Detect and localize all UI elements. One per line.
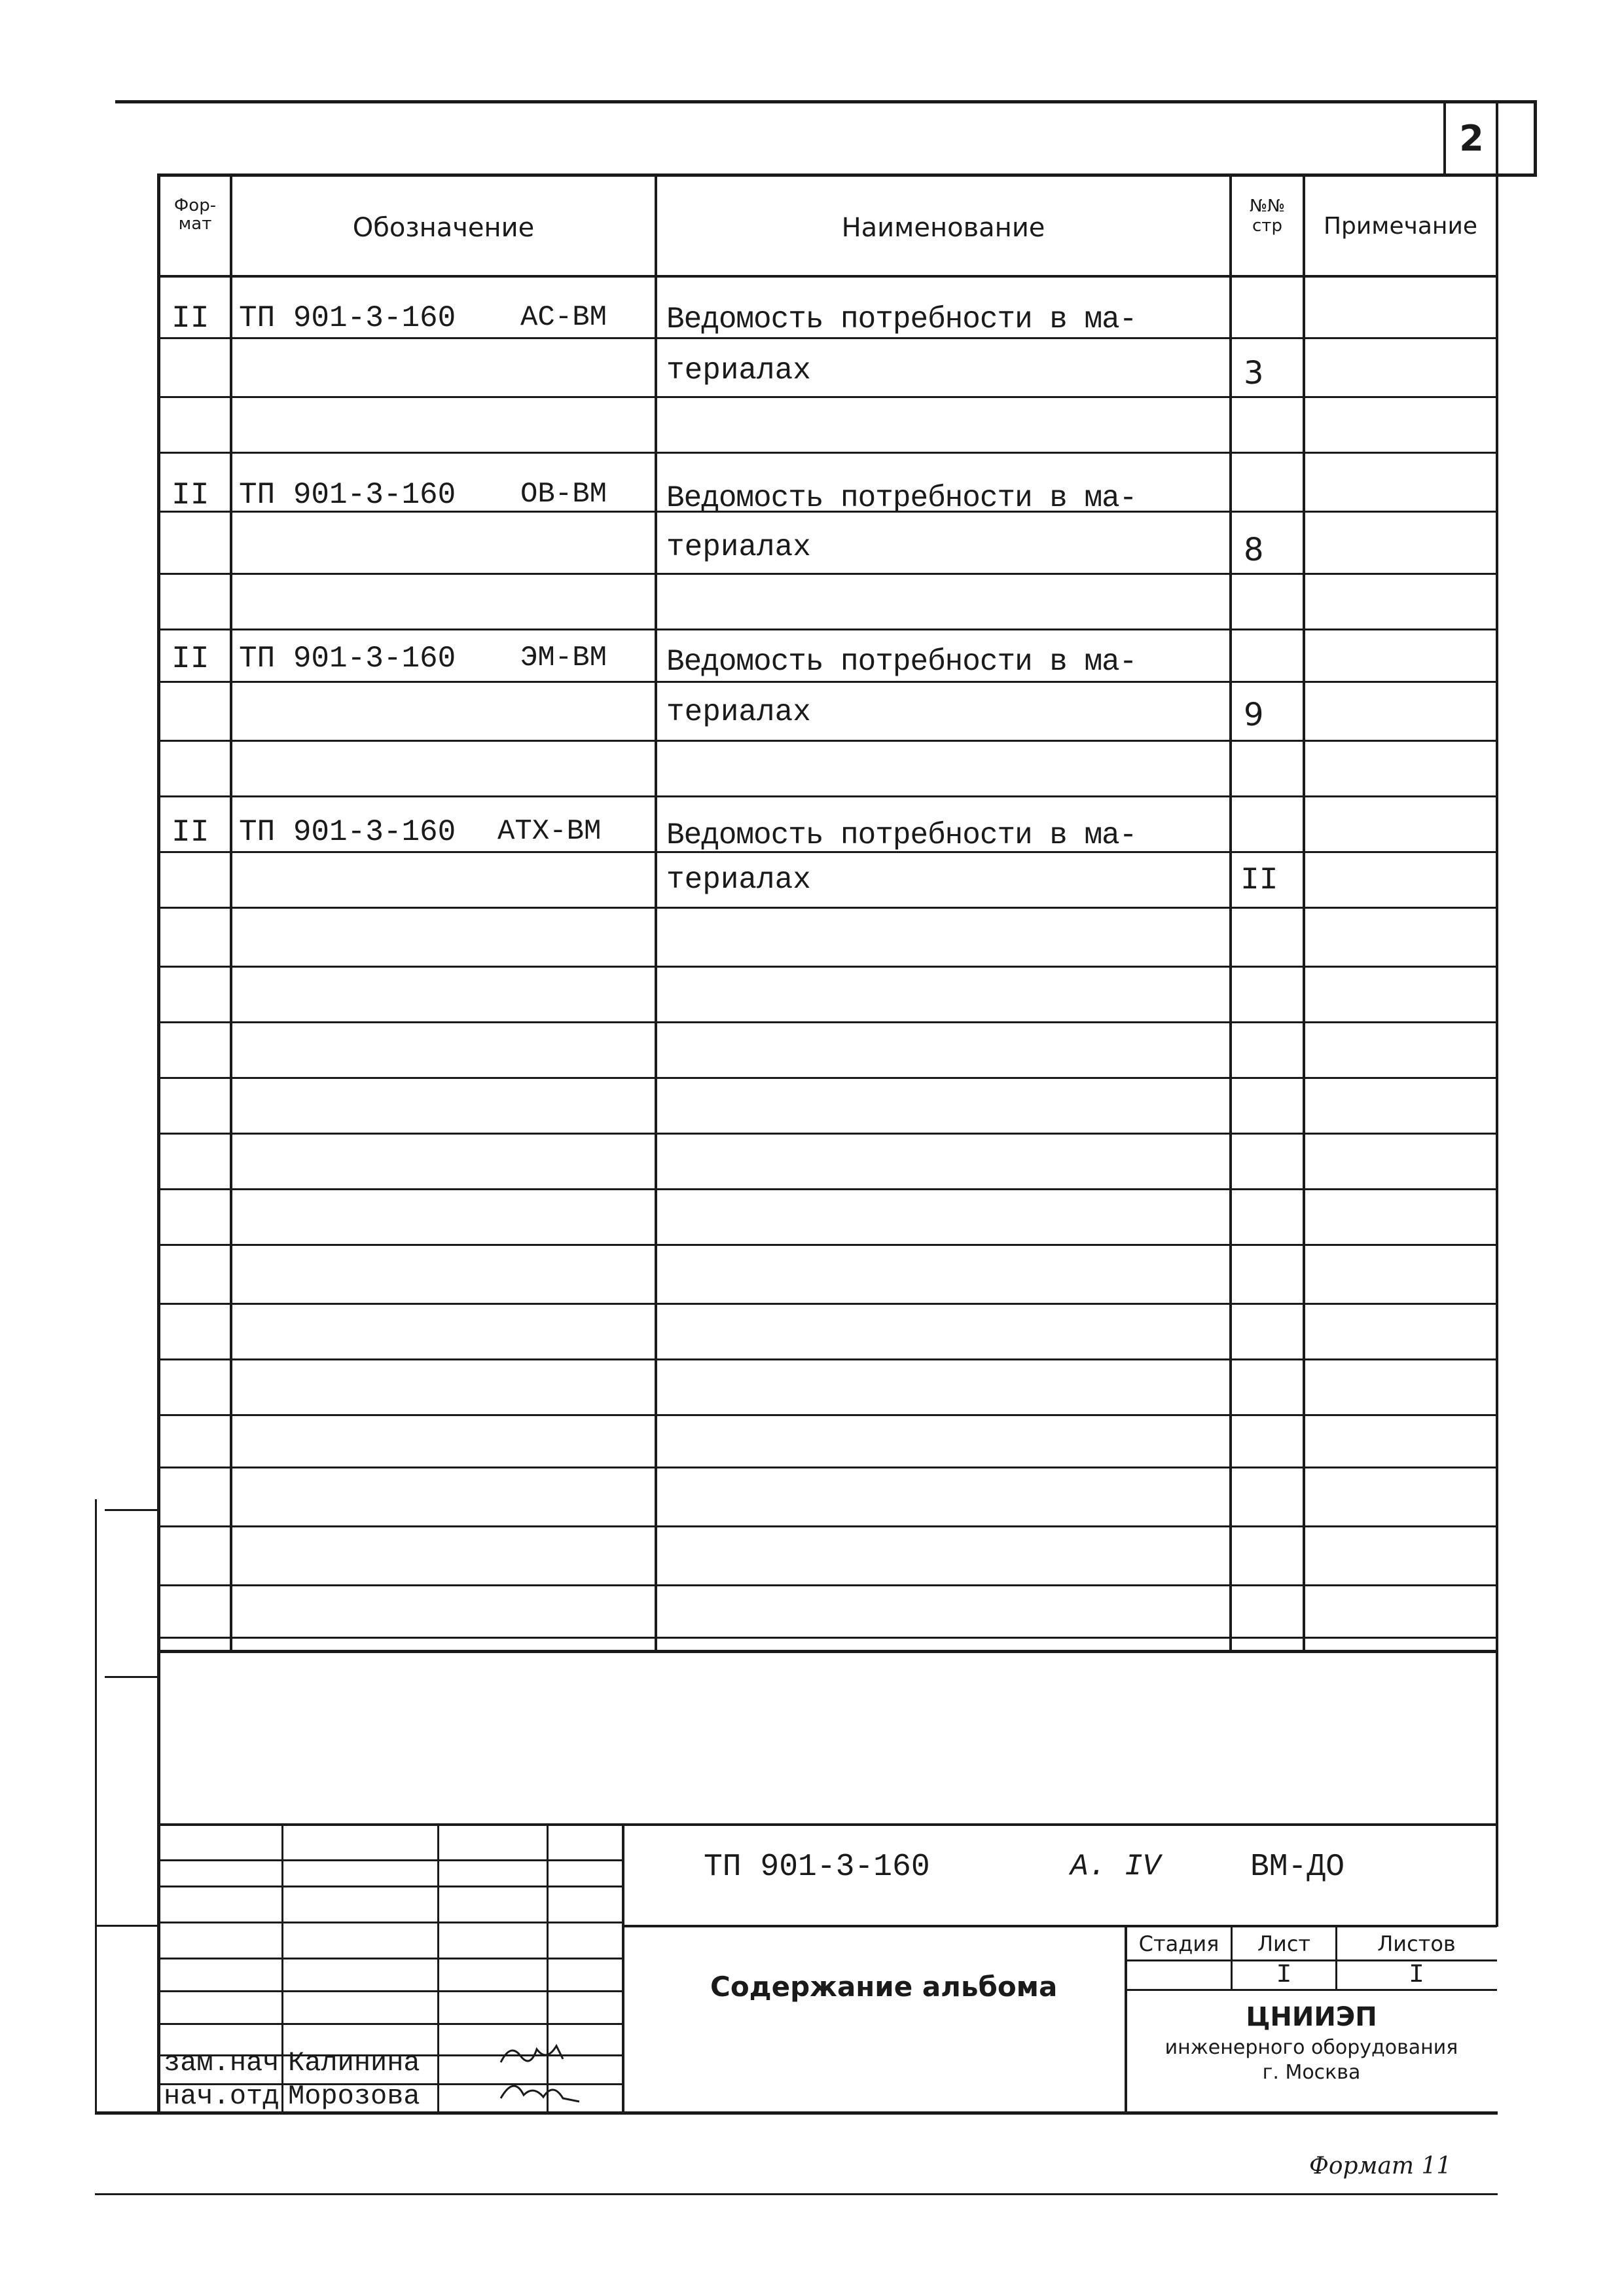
col-divider bbox=[1229, 173, 1232, 1650]
row-code: ТП 901-3-160 bbox=[239, 642, 456, 676]
row-code: ТП 901-3-160 bbox=[239, 301, 456, 335]
row-line bbox=[160, 1358, 1497, 1360]
sign-col bbox=[437, 1823, 439, 2113]
signer1-name: Калинина bbox=[288, 2047, 420, 2079]
row-line bbox=[160, 1303, 1497, 1305]
sign-row-line bbox=[160, 1886, 622, 1887]
binding-strip-mark bbox=[105, 1509, 158, 1511]
row-name-line2: териалах bbox=[666, 695, 811, 729]
row-format: II bbox=[171, 642, 209, 677]
binding-strip-edge bbox=[95, 1499, 97, 2115]
row-line bbox=[160, 452, 1497, 454]
row-page: II bbox=[1240, 863, 1278, 898]
format-label: Формат 11 bbox=[1309, 2153, 1452, 2179]
header-format: Фор-мат bbox=[173, 196, 217, 234]
row-code: ТП 901-3-160 bbox=[239, 478, 456, 512]
row-line bbox=[160, 573, 1497, 575]
row-page: 8 bbox=[1244, 532, 1264, 568]
document-code: ВМ-ДО bbox=[1250, 1850, 1345, 1885]
row-line bbox=[160, 1467, 1497, 1468]
header-bottom bbox=[160, 275, 1497, 278]
row-name-line2: териалах bbox=[666, 530, 811, 564]
signer2-name: Морозова bbox=[288, 2081, 420, 2112]
project-code: ТП 901-3-160 bbox=[704, 1850, 930, 1885]
row-line bbox=[160, 907, 1497, 909]
header-name: Наименование bbox=[841, 213, 1045, 243]
binding-strip-mark bbox=[95, 1925, 158, 1927]
signature-2 bbox=[497, 2072, 583, 2111]
row-format: II bbox=[171, 815, 209, 850]
signature-1 bbox=[497, 2036, 569, 2072]
row-line bbox=[160, 1584, 1497, 1586]
sign-row-line bbox=[160, 1859, 622, 1861]
row-format: II bbox=[171, 478, 209, 513]
row-suffix: АТХ-ВМ bbox=[497, 815, 602, 848]
sheet-value: I bbox=[1276, 1961, 1292, 1990]
row-line bbox=[160, 795, 1497, 797]
row-line bbox=[160, 966, 1497, 968]
frame-border-left bbox=[157, 173, 160, 2113]
row-suffix: АС-ВМ bbox=[520, 301, 607, 334]
album-number: А. IV bbox=[1070, 1850, 1161, 1884]
row-name-line1: Ведомость потребности в ма- bbox=[666, 481, 1137, 515]
row-line bbox=[160, 1414, 1497, 1416]
row-page: 3 bbox=[1244, 355, 1264, 392]
row-line bbox=[160, 1525, 1497, 1527]
row-line bbox=[160, 681, 1497, 683]
row-line bbox=[160, 1244, 1497, 1246]
row-name-line1: Ведомость потребности в ма- bbox=[666, 302, 1137, 337]
row-line bbox=[160, 740, 1497, 742]
row-line bbox=[160, 1133, 1497, 1135]
sign-row-line bbox=[160, 2023, 622, 2025]
row-format: II bbox=[171, 301, 209, 337]
row-name-line1: Ведомость потребности в ма- bbox=[666, 818, 1137, 852]
footer-line bbox=[95, 2193, 1498, 2195]
top-border bbox=[115, 100, 1536, 103]
sheet-number: 2 bbox=[1459, 118, 1484, 159]
sheet-label: Лист bbox=[1257, 1931, 1311, 1956]
sheets-value: I bbox=[1408, 1961, 1424, 1990]
title-block-mid bbox=[622, 1925, 1497, 1927]
organization-city: г. Москва bbox=[1262, 2061, 1361, 2084]
row-suffix: ЭМ-ВМ bbox=[520, 642, 607, 674]
sign-row-line bbox=[160, 1958, 622, 1959]
sheets-label: Листов bbox=[1377, 1931, 1456, 1956]
title-block-main-top bbox=[160, 1823, 1497, 1826]
col-divider bbox=[655, 173, 657, 1650]
organization-name: ЦНИИЭП bbox=[1246, 2002, 1377, 2032]
sign-row-line bbox=[160, 1922, 622, 1923]
col-divider bbox=[230, 173, 232, 1650]
organization-line2: инженерного оборудования bbox=[1164, 2036, 1458, 2059]
table-top bbox=[160, 173, 1537, 177]
row-name-line2: териалах bbox=[666, 354, 811, 388]
signer1-role: зам.нач bbox=[164, 2047, 280, 2079]
row-line bbox=[160, 337, 1497, 339]
row-code: ТП 901-3-160 bbox=[239, 815, 456, 849]
title-block-top bbox=[160, 1650, 1497, 1653]
sheet-number-box-left bbox=[1443, 100, 1446, 175]
header-designation: Обозначение bbox=[352, 213, 535, 243]
row-page: 9 bbox=[1244, 697, 1264, 733]
header-page-no: №№ стр bbox=[1249, 196, 1286, 236]
page-border-right bbox=[1534, 100, 1537, 175]
header-note: Примечание bbox=[1323, 213, 1478, 240]
row-name-line2: териалах bbox=[666, 863, 811, 897]
row-line bbox=[160, 1021, 1497, 1023]
binding-strip-mark bbox=[105, 1676, 158, 1678]
row-line bbox=[160, 1077, 1497, 1079]
signer2-role: нач.отд bbox=[164, 2081, 280, 2112]
title-block-divider bbox=[622, 1823, 624, 2113]
row-line bbox=[160, 396, 1497, 398]
row-line bbox=[160, 629, 1497, 630]
col-divider bbox=[1303, 173, 1305, 1650]
stage-label: Стадия bbox=[1138, 1931, 1219, 1956]
row-name-line1: Ведомость потребности в ма- bbox=[666, 645, 1137, 679]
sign-row-line bbox=[160, 1990, 622, 1992]
row-suffix: ОВ-ВМ bbox=[520, 478, 607, 511]
row-line bbox=[160, 1188, 1497, 1190]
row-line bbox=[160, 1637, 1497, 1639]
document-title: Содержание альбома bbox=[710, 1971, 1058, 2003]
sign-col bbox=[281, 1823, 283, 2113]
